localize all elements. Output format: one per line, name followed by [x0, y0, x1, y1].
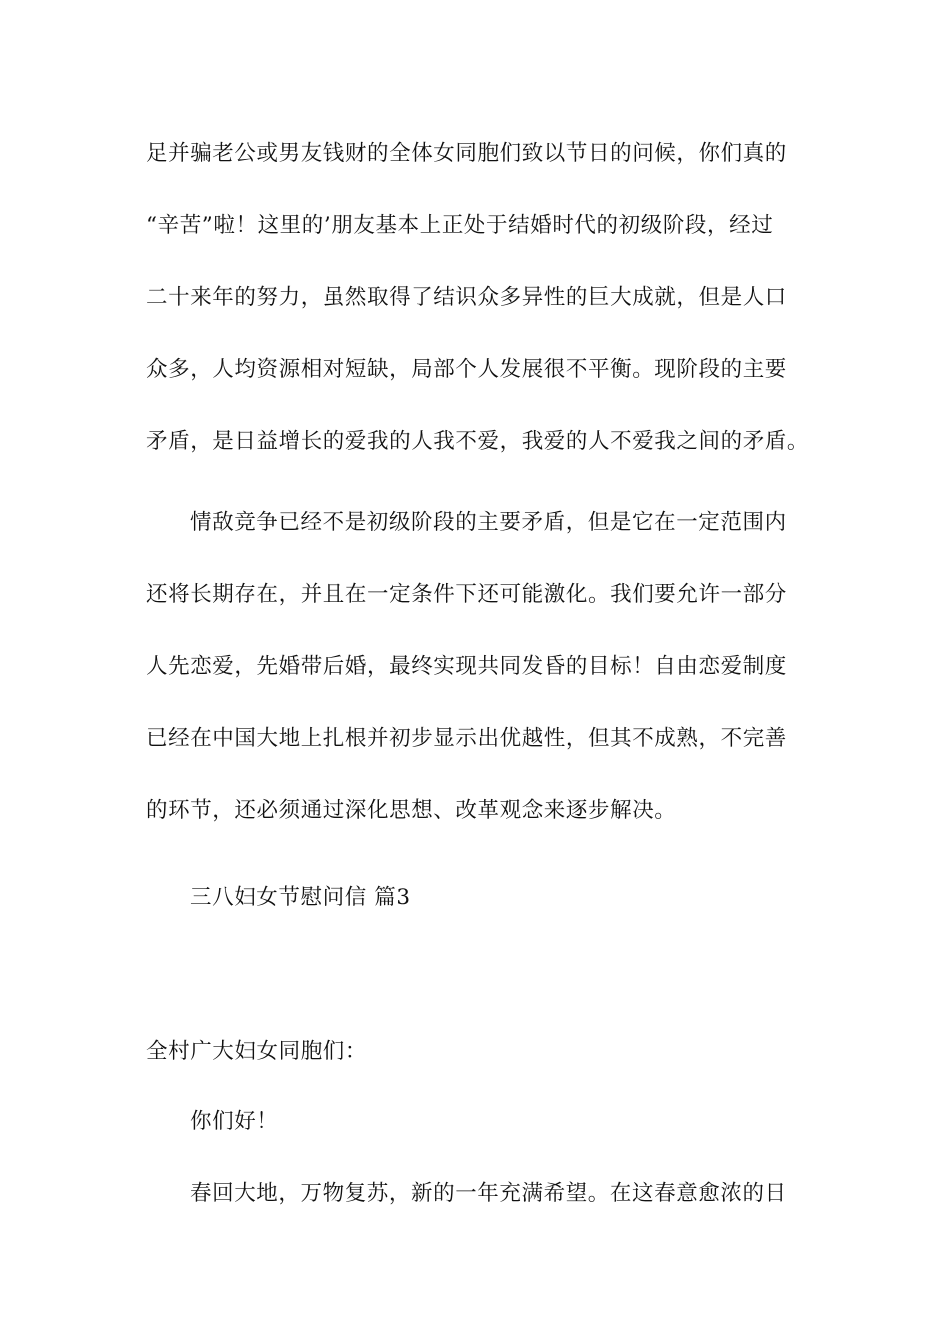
body-text-line: 二十来年的努力，虽然取得了结识众多异性的巨大成就，但是人口 [146, 285, 787, 310]
body-text-line: 矛盾，是日益增长的爱我的人我不爱，我爱的人不爱我之间的矛盾。 [146, 429, 810, 454]
section-heading: 三八妇女节慰问信 篇3 [190, 885, 411, 910]
greeting: 你们好！ [190, 1109, 279, 1134]
body-text-line: “辛苦”啦！这里的’朋友基本上正处于结婚时代的初级阶段，经过 [146, 213, 774, 238]
body-text-line: 人先恋爱，先婚带后婚，最终实现共同发昏的目标！自由恋爱制度 [146, 654, 787, 679]
body-text-line: 足并骗老公或男友钱财的全体女同胞们致以节日的问候，你们真的 [146, 141, 787, 166]
body-text-line: 众多，人均资源相对短缺，局部个人发展很不平衡。现阶段的主要 [146, 357, 787, 382]
body-text-line: 春回大地，万物复苏，新的一年充满希望。在这春意愈浓的日 [190, 1181, 787, 1206]
body-text-line: 的环节，还必须通过深化思想、改革观念来逐步解决。 [146, 798, 677, 823]
body-text-line: 还将长期存在，并且在一定条件下还可能激化。我们要允许一部分 [146, 582, 787, 607]
body-text-line: 情敌竞争已经不是初级阶段的主要矛盾，但是它在一定范围内 [190, 510, 787, 535]
body-text-line: 已经在中国大地上扎根并初步显示出优越性，但其不成熟，不完善 [146, 726, 787, 751]
salutation: 全村广大妇女同胞们： [146, 1039, 368, 1064]
